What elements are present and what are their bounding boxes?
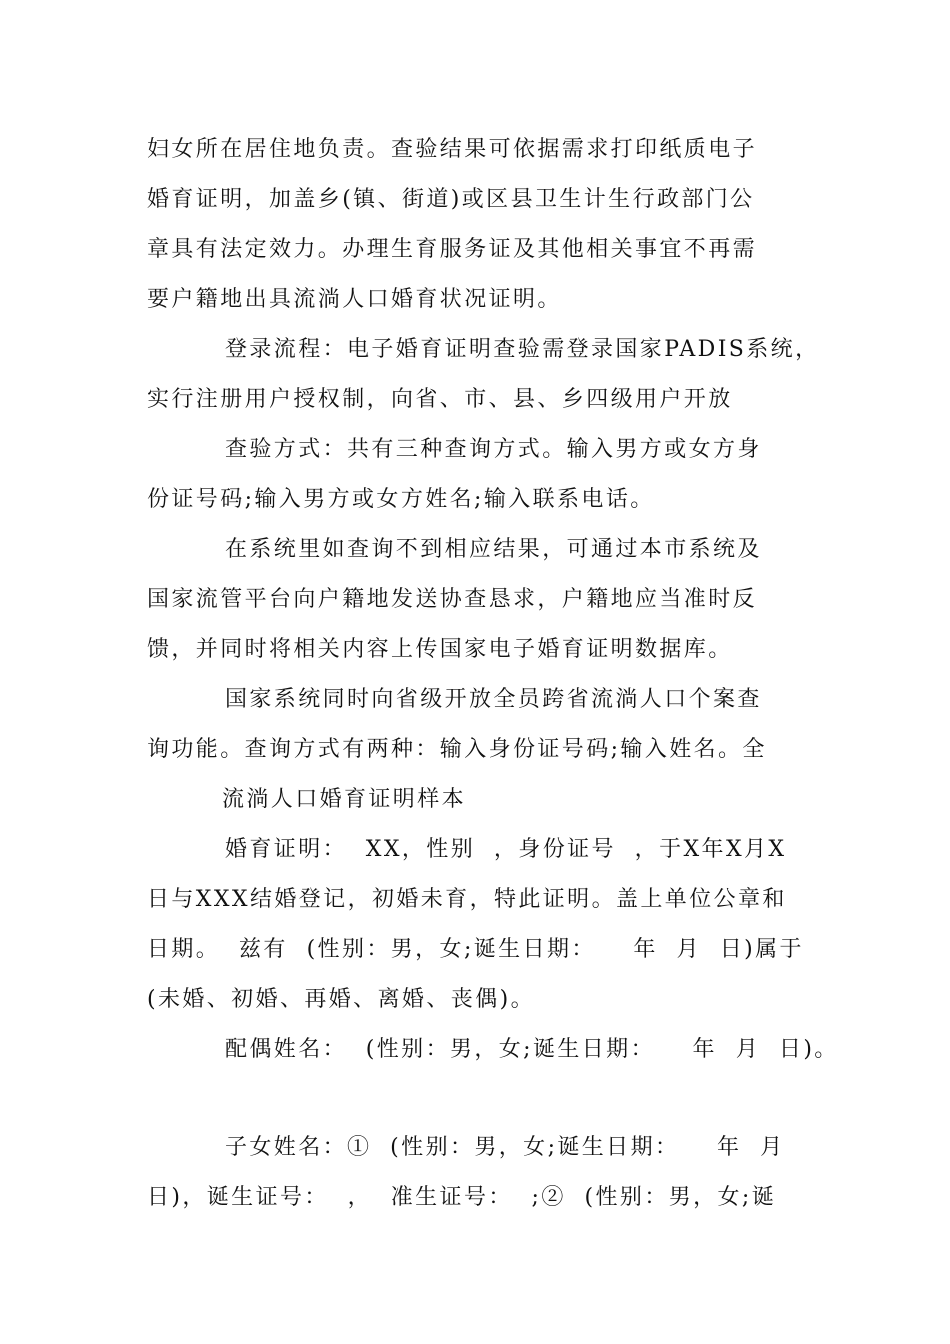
text-line: 日)，诞生证号： ， 准生证号： ;② (性别：男，女;诞 [147, 1185, 777, 1210]
text-line: 实行注册用户授权制，向省、市、县、乡四级用户开放 [147, 387, 733, 412]
text-line: 章具有法定效力。办理生育服务证及其他相关事宜不再需 [147, 237, 758, 262]
paragraph-spouse-name: 配偶姓名： (性别：男，女;诞生日期： 年 月 日)。 [225, 1037, 839, 1062]
text-line: 妇女所在居住地负责。查验结果可依据需求打印纸质电子 [147, 137, 758, 162]
text-line: (未婚、初婚、再婚、离婚、丧偶)。 [147, 987, 535, 1012]
paragraph-login-process: 登录流程：电子婚育证明查验需登录国家PADIS系统， [225, 337, 820, 362]
paragraph-no-result: 在系统里如查询不到相应结果，可通过本市系统及 [225, 537, 762, 562]
paragraph-children-name: 子女姓名：① (性别：男，女;诞生日期： 年 月 [225, 1135, 785, 1160]
text-line: 询功能。查询方式有两种：输入身份证号码;输入姓名。全 [147, 737, 767, 762]
text-line: 婚育证明，加盖乡(镇、街道)或区县卫生计生行政部门公 [147, 187, 755, 212]
paragraph-verify-method: 查验方式：共有三种查询方式。输入男方或女方身 [225, 437, 762, 462]
paragraph-national-system: 国家系统同时向省级开放全员跨省流淌人口个案查 [225, 687, 762, 712]
text-line: 国家流管平台向户籍地发送协查恳求，户籍地应当准时反 [147, 587, 758, 612]
text-line: 日期。 兹有 (性别：男，女;诞生日期： 年 月 日)属于 [147, 937, 804, 962]
paragraph-marriage-certificate: 婚育证明： XX，性别 ，身份证号 ，于X年X月X [225, 837, 787, 862]
text-line: 要户籍地出具流淌人口婚育状况证明。 [147, 287, 562, 312]
text-line: 份证号码;输入男方或女方姓名;输入联系电话。 [147, 487, 655, 512]
sample-heading: 流淌人口婚育证明样本 [222, 787, 467, 812]
text-line: 馈，并同时将相关内容上传国家电子婚育证明数据库。 [147, 637, 733, 662]
text-line: 日与XXX结婚登记，初婚未育，特此证明。盖上单位公章和 [147, 887, 787, 912]
